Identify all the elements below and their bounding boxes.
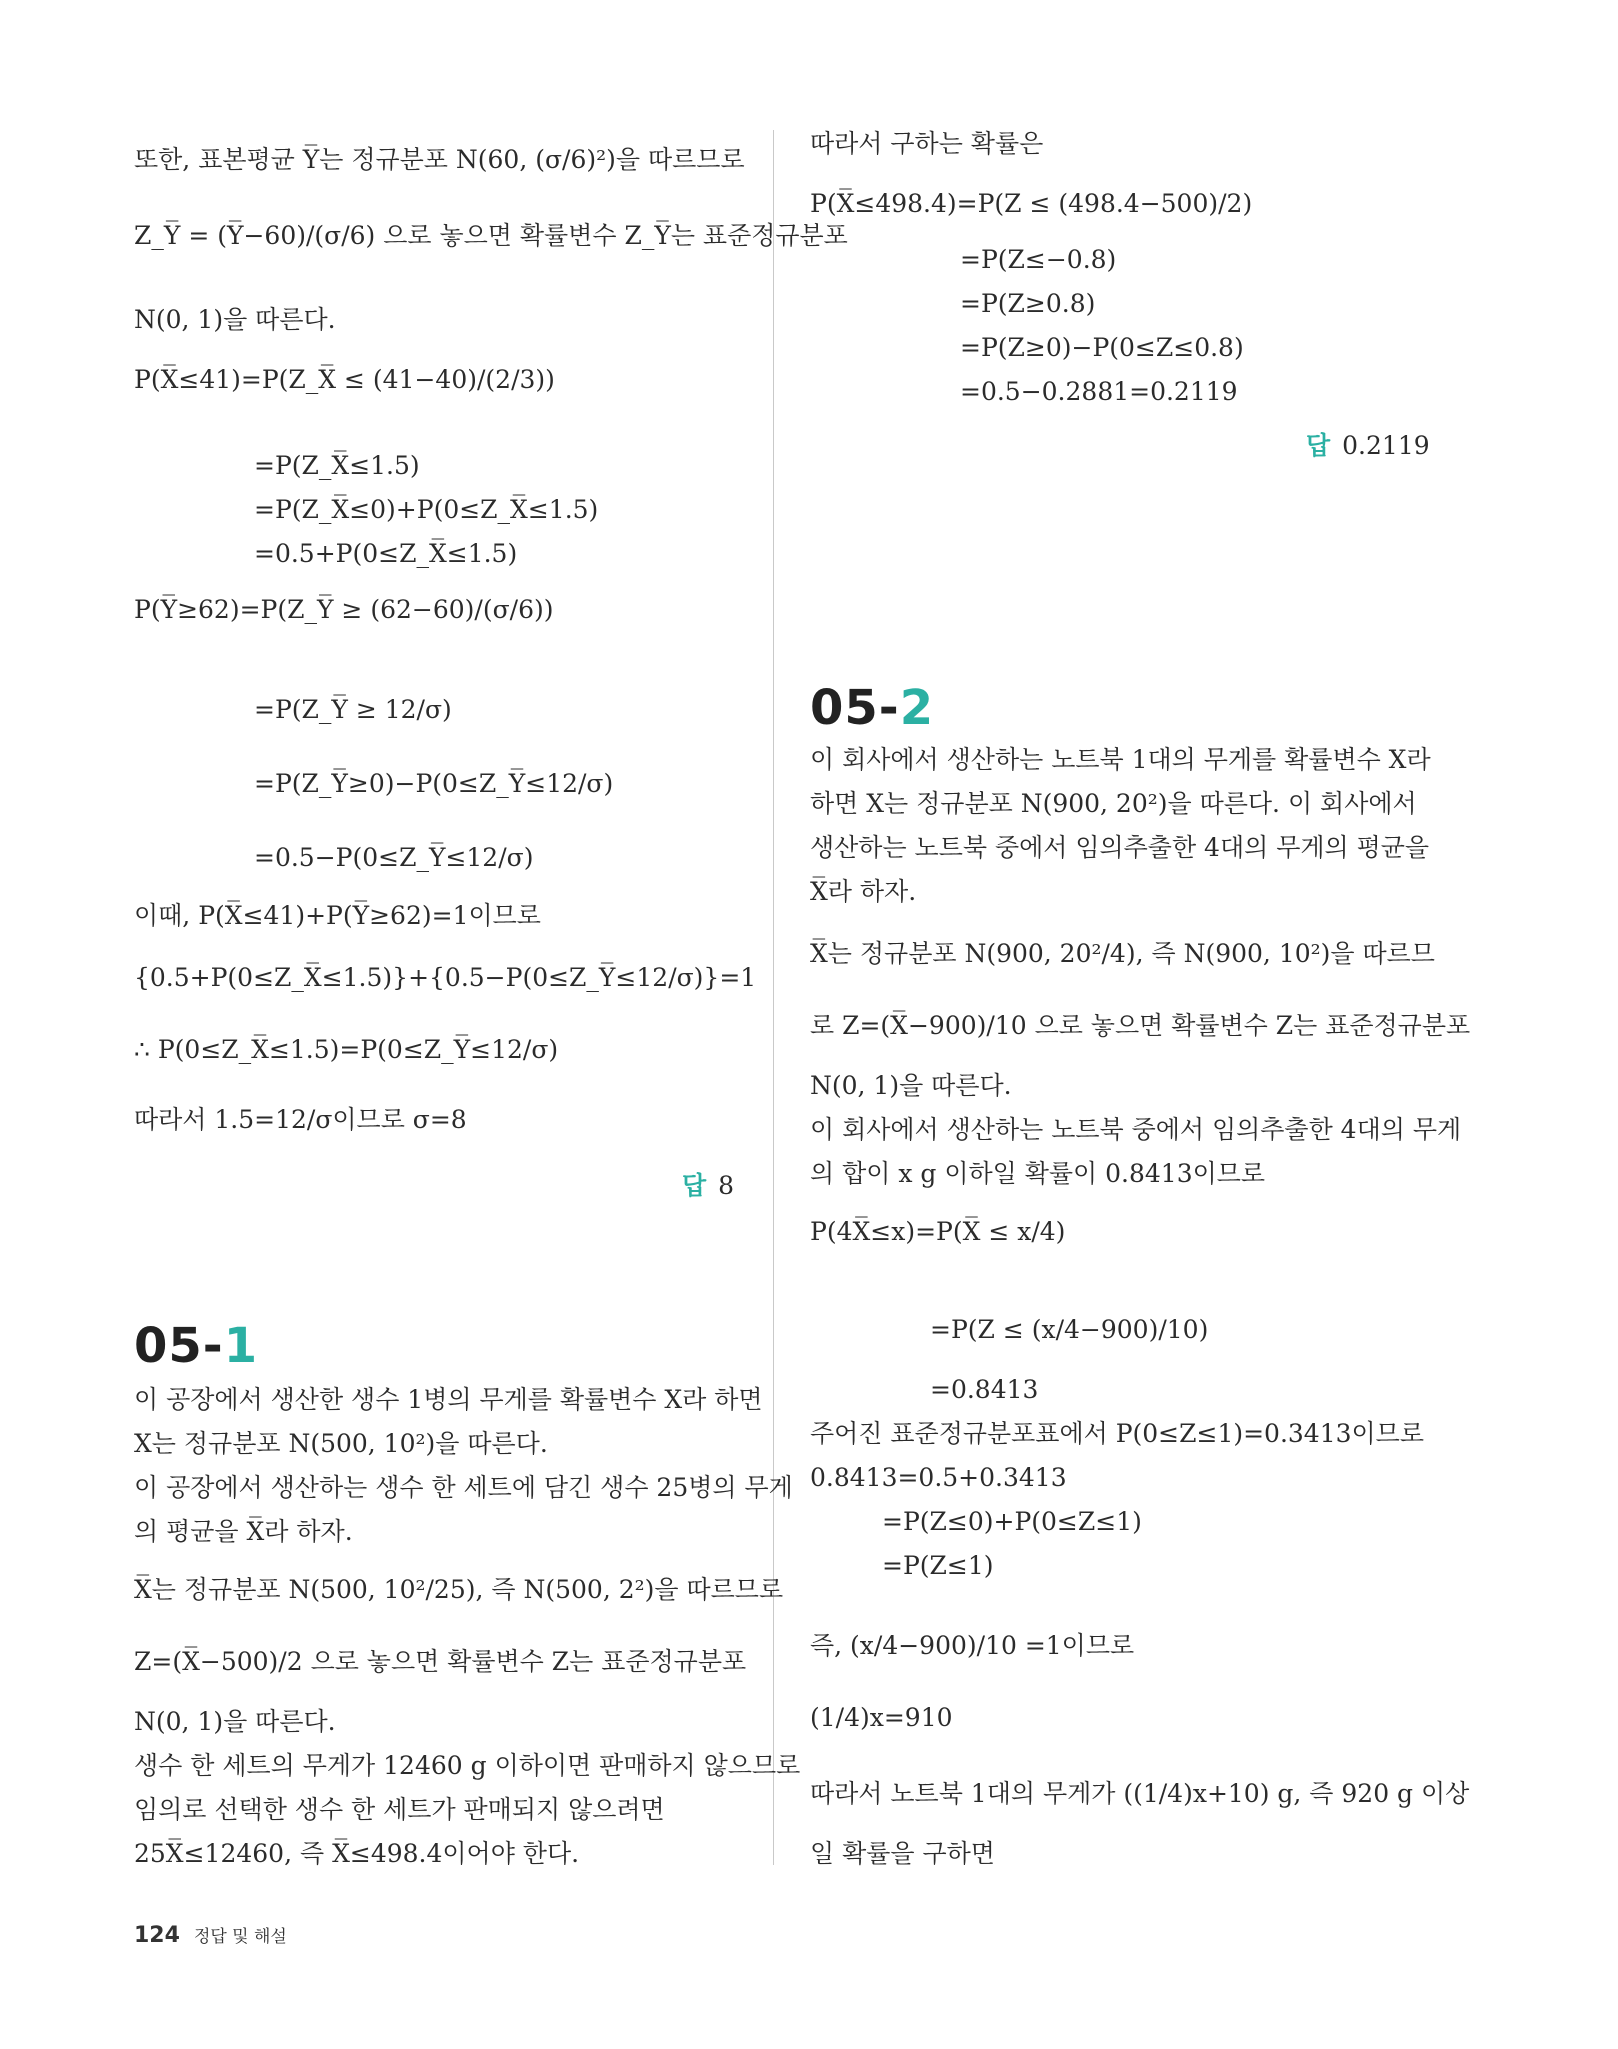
text-line: 생수 한 세트의 무게가 12460 g 이하이면 판매하지 않으므로: [134, 1751, 801, 1780]
text-line: N(0, 1)을 따른다.: [134, 1707, 336, 1736]
text-line: 따라서 노트북 1대의 무게가 ((1/4)x+10) g, 즉 920 g 이상: [810, 1779, 1470, 1808]
equation-line: =P(Z_Y̅ ≥ 12/σ): [254, 695, 452, 724]
text-line: 이 회사에서 생산하는 노트북 1대의 무게를 확률변수 X라: [810, 745, 1431, 774]
text-line: 주어진 표준정규분포표에서 P(0≤Z≤1)=0.3413이므로: [810, 1419, 1424, 1448]
page-number: 124: [134, 1923, 180, 1948]
answer: [682, 1166, 734, 1202]
answer-value: 0.2119: [1342, 431, 1430, 460]
text-line: 하면 X는 정규분포 N(900, 20²)을 따른다. 이 회사에서: [810, 789, 1417, 818]
text-line: 따라서 구하는 확률은: [810, 129, 1044, 158]
equation-line: =0.5−P(0≤Z_Y̅≤12/σ): [254, 843, 534, 872]
equation-line: =0.5−0.2881=0.2119: [960, 377, 1238, 406]
equation-line: ∴ P(0≤Z_X̅≤1.5)=P(0≤Z_Y̅≤12/σ): [134, 1035, 559, 1064]
equation-line: P(X̅≤498.4)=P(Z ≤ (498.4−500)/2): [810, 189, 1253, 218]
text-line: 일 확률을 구하면: [810, 1839, 995, 1868]
equation-line: =P(Z_X̅≤1.5): [254, 451, 420, 480]
text-line: 임의로 선택한 생수 한 세트가 판매되지 않으려면: [134, 1795, 665, 1824]
text-line: X̅는 정규분포 N(500, 10²/25), 즉 N(500, 2²)을 따르므로: [134, 1575, 784, 1604]
equation-line: P(4X̅≤x)=P(X̅ ≤ x/4): [810, 1217, 1066, 1246]
equation-line: {0.5+P(0≤Z_X̅≤1.5)}+{0.5−P(0≤Z_Y̅≤12/σ)}=1: [134, 963, 757, 992]
equation-line: =P(Z≥0)−P(0≤Z≤0.8): [960, 333, 1244, 362]
answer-tag: 답: [682, 1171, 707, 1200]
text-line: 따라서 1.5=12/σ이므로 σ=8: [134, 1105, 467, 1134]
text-line: N(0, 1)을 따른다.: [134, 305, 336, 334]
section-heading: [134, 1318, 258, 1374]
equation-line: 즉, (x/4−900)/10 =1이므로: [810, 1631, 1135, 1660]
equation-line: =P(Z_X̅≤0)+P(0≤Z_X̅≤1.5): [254, 495, 599, 524]
text-line: N(0, 1)을 따른다.: [810, 1071, 1012, 1100]
text-line: 의 합이 x g 이하일 확률이 0.8413이므로: [810, 1159, 1266, 1188]
equation-line: 0.8413=0.5+0.3413: [810, 1463, 1067, 1492]
section-heading: [810, 680, 934, 736]
text-line: 이 공장에서 생산한 생수 1병의 무게를 확률변수 X라 하면: [134, 1385, 763, 1414]
answer-value: 8: [718, 1171, 735, 1200]
text-line: 25X̅≤12460, 즉 X̅≤498.4이어야 한다.: [134, 1839, 580, 1868]
equation-line: =P(Z≤0)+P(0≤Z≤1): [882, 1507, 1142, 1536]
text-line: 이 회사에서 생산하는 노트북 중에서 임의추출한 4대의 무게: [810, 1115, 1462, 1144]
text-line: 생산하는 노트북 중에서 임의추출한 4대의 무게의 평균을: [810, 833, 1430, 862]
column-divider: [773, 130, 774, 1865]
equation-line: =0.5+P(0≤Z_X̅≤1.5): [254, 539, 518, 568]
page-footer: [134, 1922, 287, 1948]
section-prefix: 05-: [134, 1318, 224, 1374]
text-line: X̅는 정규분포 N(900, 20²/4), 즉 N(900, 10²)을 따르므: [810, 939, 1435, 968]
text-line: 의 평균을 X̅라 하자.: [134, 1517, 353, 1546]
text-line: Z_Y̅ = (Y̅−60)/(σ/6) 으로 놓으면 확률변수 Z_Y̅는 표준정규분포: [134, 221, 848, 250]
text-line: 이 공장에서 생산하는 생수 한 세트에 담긴 생수 25병의 무게: [134, 1473, 793, 1502]
equation-line: =P(Z≤−0.8): [960, 245, 1117, 274]
equation-line: =P(Z ≤ (x/4−900)/10): [930, 1315, 1209, 1344]
equation-line: =P(Z≤1): [882, 1551, 994, 1580]
equation-line: P(Y̅≥62)=P(Z_Y̅ ≥ (62−60)/(σ/6)): [134, 595, 554, 624]
section-prefix: 05-: [810, 680, 900, 736]
equation-line: =0.8413: [930, 1375, 1039, 1404]
equation-line: =P(Z≥0.8): [960, 289, 1096, 318]
equation-line: =P(Z_Y̅≥0)−P(0≤Z_Y̅≤12/σ): [254, 769, 614, 798]
section-number: 2: [899, 680, 935, 736]
text-line: 또한, 표본평균 Y̅는 정규분포 N(60, (σ/6)²)을 따르므로: [134, 145, 745, 174]
text-line: 로 Z=(X̅−900)/10 으로 놓으면 확률변수 Z는 표준정규분포: [810, 1011, 1471, 1040]
section-number: 1: [223, 1318, 259, 1374]
answer-tag: 답: [1306, 431, 1331, 460]
text-line: X̅라 하자.: [810, 877, 917, 906]
text-line: Z=(X̅−500)/2 으로 놓으면 확률변수 Z는 표준정규분포: [134, 1647, 747, 1676]
text-line: 이때, P(X̅≤41)+P(Y̅≥62)=1이므로: [134, 901, 541, 930]
answer: [1306, 426, 1430, 462]
footer-label: 정답 및 해설: [193, 1927, 287, 1947]
equation-line: P(X̅≤41)=P(Z_X̅ ≤ (41−40)/(2/3)): [134, 365, 555, 394]
text-line: X는 정규분포 N(500, 10²)을 따른다.: [134, 1429, 548, 1458]
equation-line: (1/4)x=910: [810, 1703, 953, 1732]
